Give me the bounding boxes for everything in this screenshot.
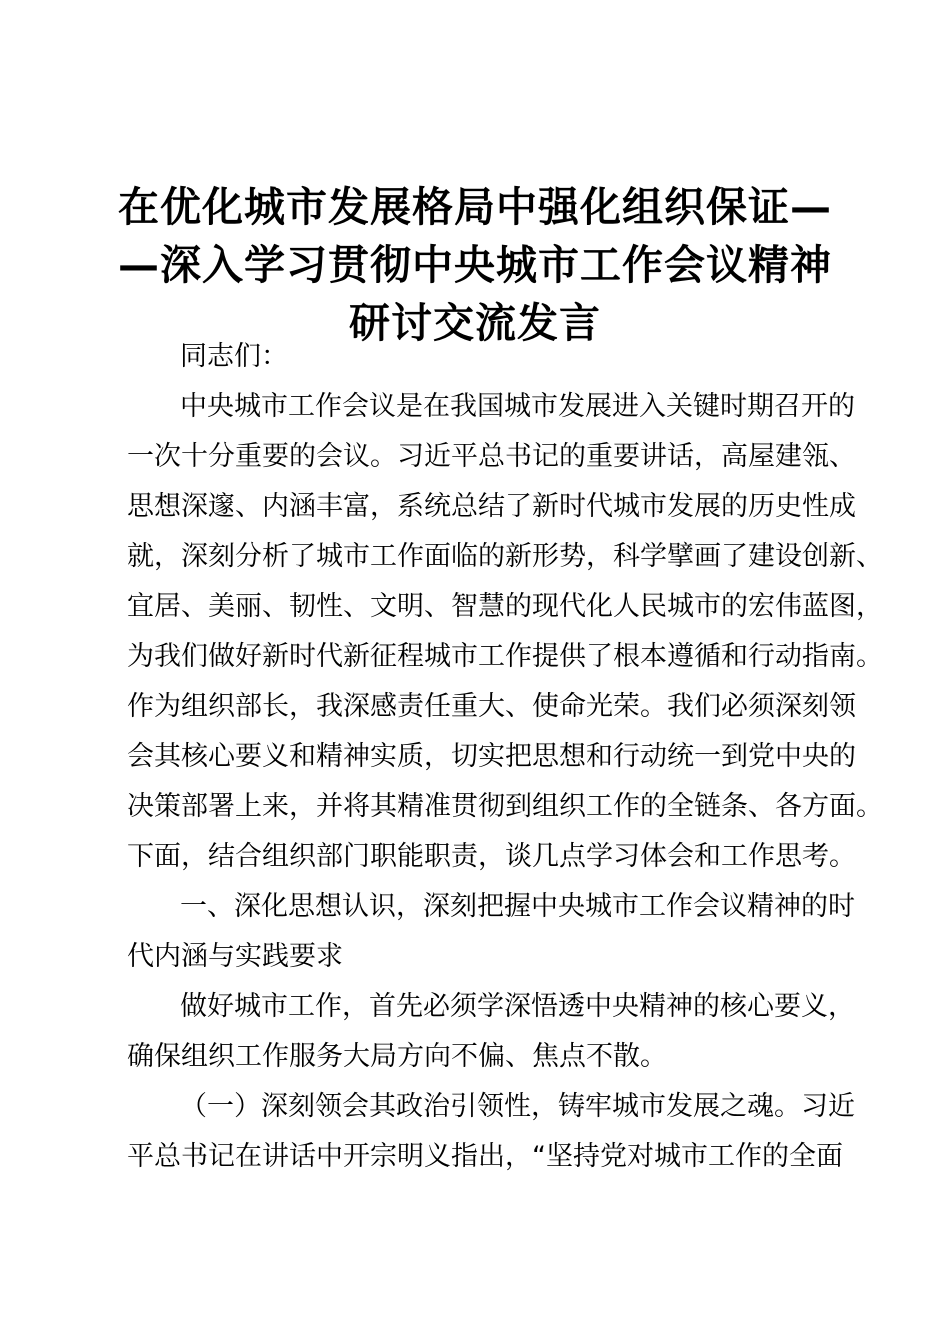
paragraph-line: 平总书记在讲话中开宗明义指出，“坚持党对城市工作的全面 [127,1141,843,1172]
paragraph-line: 就，深刻分析了城市工作面临的新形势，科学擘画了建设创新、 [127,541,883,572]
paragraph-line: 做好城市工作，首先必须学深悟透中央精神的核心要义， [180,991,855,1022]
title-line-1: 在优化城市发展格局中强化组织保证— [118,183,832,231]
document-title [110,178,840,352]
paragraph-line: 作为组织部长，我深感责任重大、使命光荣。我们必须深刻领 [127,691,856,722]
paragraph-line: 为我们做好新时代新征程城市工作提供了根本遵循和行动指南。 [127,641,883,672]
paragraph-line: 下面，结合组织部门职能职责，谈几点学习体会和工作思考。 [127,841,856,872]
paragraph-line: 会其核心要义和精神实质，切实把思想和行动统一到党中央的 [127,741,856,772]
title-line-3: 研讨交流发言 [349,299,601,347]
paragraph-line: 思想深邃、内涵丰富，系统总结了新时代城市发展的历史性成 [127,491,856,522]
title-line-2: —深入学习贯彻中央城市工作会议精神 [118,241,832,289]
paragraph-line: 确保组织工作服务大局方向不偏、焦点不散。 [127,1041,667,1072]
paragraph-line: 中央城市工作会议是在我国城市发展进入关键时期召开的 [180,391,855,422]
section-heading-line: 一、深化思想认识，深刻把握中央城市工作会议精神的时 [180,891,855,922]
paragraph-line: 宜居、美丽、韧性、文明、智慧的现代化人民城市的宏伟蓝图， [127,591,883,622]
salutation: 同志们： [180,341,288,372]
paragraph-line: 决策部署上来，并将其精准贯彻到组织工作的全链条、各方面。 [127,791,883,822]
paragraph-line: 一次十分重要的会议。习近平总书记的重要讲话，高屋建瓴、 [127,441,856,472]
section-heading-line: 代内涵与实践要求 [127,941,343,972]
paragraph-line: （一）深刻领会其政治引领性，铸牢城市发展之魂。习近 [180,1091,855,1122]
